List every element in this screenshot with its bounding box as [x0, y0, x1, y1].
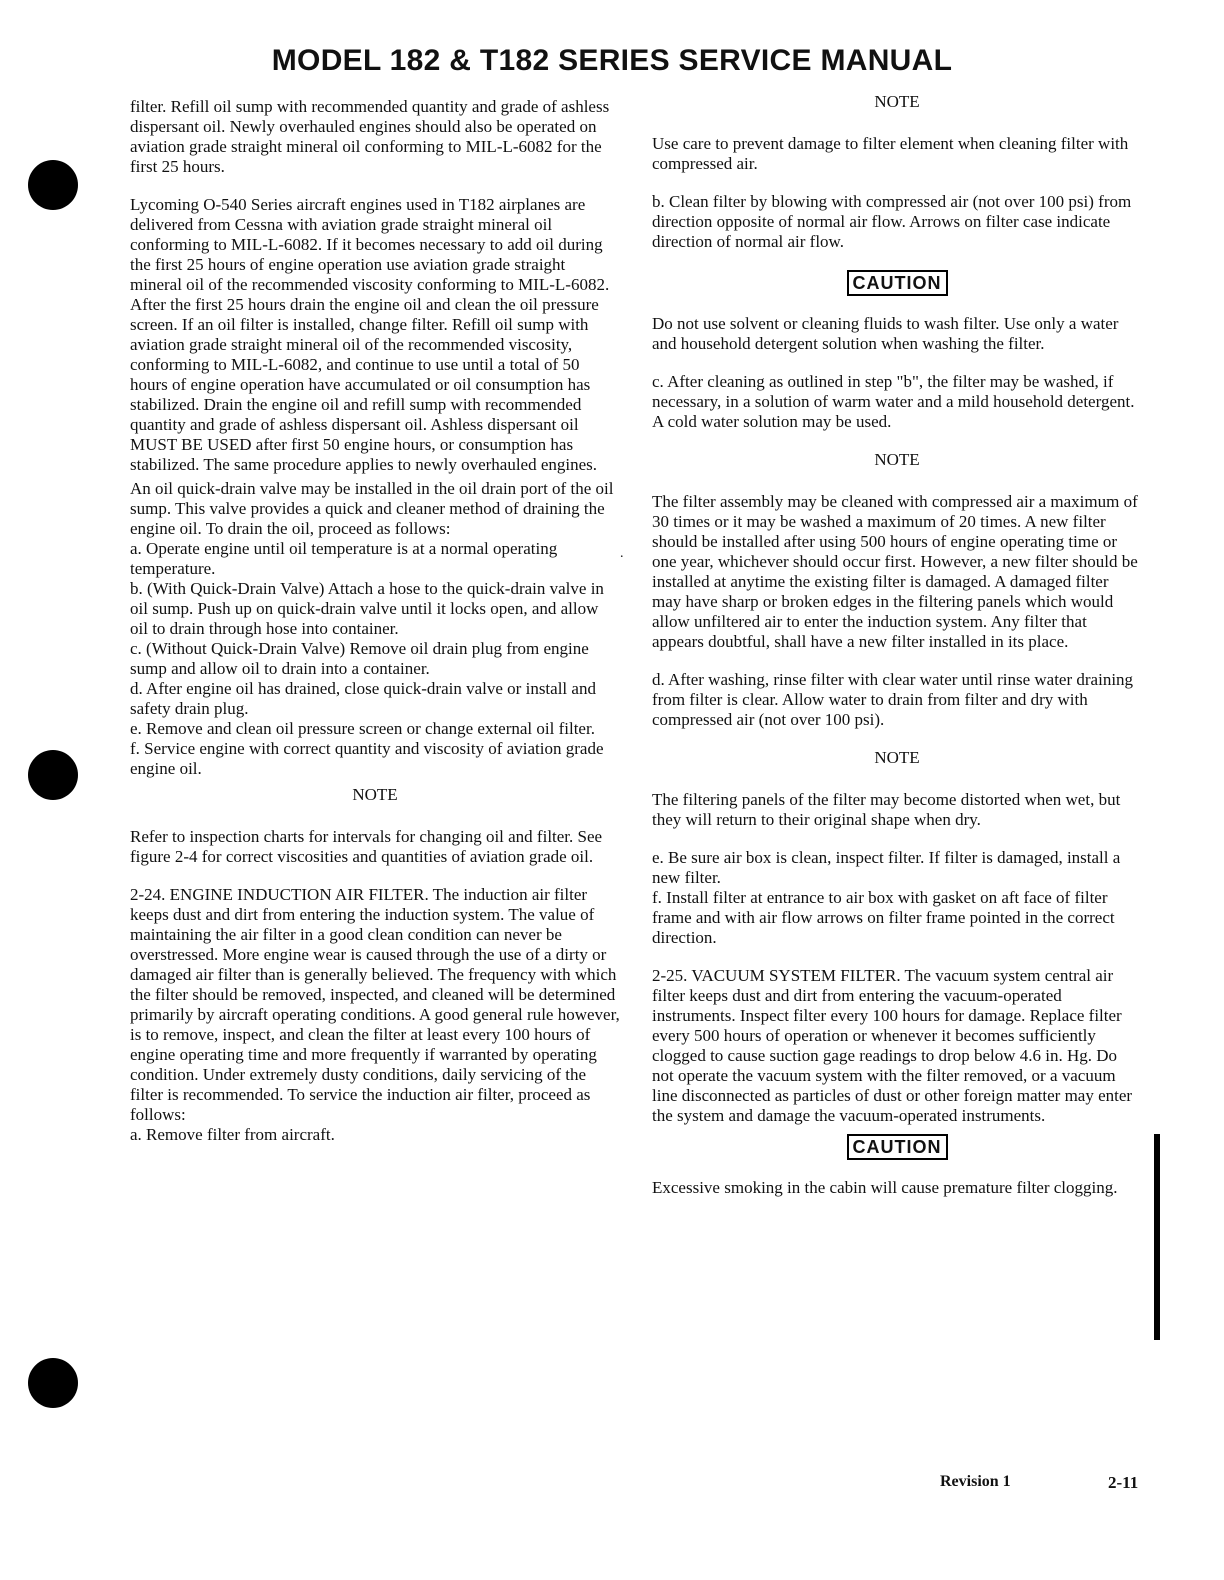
filter-step-d: d. After washing, rinse filter with clear water until rinse water draining from filter is clear. Allow water to drain from filter and dry with compressed air (not over 100 psi). [652, 670, 1134, 729]
filter-step-f: f. Install filter at entrance to air box with gasket on aft face of filter frame and with air flow arrows on filter frame pointed in the correct direction. [652, 888, 1115, 947]
drain-step-c: c. (Without Quick-Drain Valve) Remove oil drain plug from engine sump and allow oil to drain into a container. [130, 639, 589, 678]
note-text: Refer to inspection charts for intervals for changing oil and filter. See figure 2-4 for correct viscosities and quantities of aviation grade oil. [130, 827, 603, 866]
filter-step-c: c. After cleaning as outlined in step "b", the filter may be washed, if necessary, in a solution of warm water and a mild household detergent. A cold water solution may be used. [652, 372, 1135, 431]
drain-step-d: d. After engine oil has drained, close quick-drain valve or install and safety drain plug. [130, 679, 596, 718]
drain-step-b: b. (With Quick-Drain Valve) Attach a hose to the quick-drain valve in oil sump. Push up on quick-drain valve until it locks open, and allow oil to drain through hose into container. [130, 579, 604, 638]
right-column [652, 92, 1142, 1198]
left-column [130, 97, 620, 1145]
vacuum-filter-paragraph: 2-25. VACUUM SYSTEM FILTER. The vacuum system central air filter keeps dust and dirt from entering the vacuum-operated instruments. Inspect filter every 100 hours for damage. Replace filter every 500 hours of operation or whenever it becomes sufficiently clogged to cause suction gage readings to drop below 4.6 in. Hg. Do not operate the vacuum system with the filter removed, or a vacuum line disconnected as particles of dust or other foreign matter may enter the system and damage the vacuum-operated instruments. [652, 966, 1133, 1125]
note-text: The filter assembly may be cleaned with compressed air a maximum of 30 times or it may be washed a maximum of 20 times. A new filter should be installed after using 500 hours of engine operating time or one year, whichever should occur first. However, a new filter should be installed at anytime the existing filter is damaged. A damaged filter may have sharp or broken edges in the filtering panels which would allow unfiltered air to enter the induction system. Any filter that appears doubtful, shall have a new filter installed in its place. [652, 492, 1138, 651]
stray-mark: . [620, 546, 624, 561]
binder-hole-bottom [28, 1358, 78, 1408]
page-title: MODEL 182 & T182 SERIES SERVICE MANUAL [271, 44, 953, 77]
binder-hole-top [28, 160, 78, 210]
revision-change-bar [1154, 1134, 1160, 1340]
caution-label: CAUTION [847, 1134, 948, 1160]
revision-label: Revision 1 [940, 1473, 1011, 1490]
caution-label: CAUTION [847, 270, 948, 296]
oil-paragraph-1: filter. Refill oil sump with recommended quantity and grade of ashless dispersant oil. Newly overhauled engines should also be operated on aviation grade straight mineral oil conforming to MIL-L-6082 for the first 25 hours. [130, 97, 610, 176]
induction-step-a: a. Remove filter from aircraft. [130, 1125, 335, 1144]
lycoming-paragraph: Lycoming O-540 Series aircraft engines used in T182 airplanes are delivered from Cessna with aviation grade straight mineral oil conforming to MIL-L-6082. If it becomes necessary to add oil during the first 25 hours of engine operation use aviation grade straight mineral oil of the recommended viscosity conforming to MIL-L-6082. After the first 25 hours drain the engine oil and clean the oil pressure screen. If an oil filter is installed, change filter. Refill oil sump with aviation grade straight mineral oil of the recommended viscosity, conforming to MIL-L-6082, and continue to use until a total of 50 hours of engine operation have accumulated or oil consumption has stabilized. Drain the engine oil and refill sump with recommended quantity and grade of ashless dispersant oil. Ashless dispersant oil MUST BE USED after first 50 engine hours, or consumption has stabilized. The same procedure applies to newly overhauled engines. [130, 195, 610, 474]
note-heading: NOTE [874, 92, 920, 111]
binder-hole-middle [28, 750, 78, 800]
quick-drain-paragraph: An oil quick-drain valve may be installed in the oil drain port of the oil sump. This valve provides a quick and cleaner method of draining the engine oil. To drain the oil, proceed as follows: [130, 479, 614, 538]
drain-step-f: f. Service engine with correct quantity and viscosity of aviation grade engine oil. [130, 739, 604, 778]
note-heading: NOTE [352, 785, 398, 804]
filter-step-e: e. Be sure air box is clean, inspect filter. If filter is damaged, install a new filter. [652, 848, 1121, 887]
filter-step-b: b. Clean filter by blowing with compressed air (not over 100 psi) from direction opposite of normal air flow. Arrows on filter case indicate direction of normal air flow. [652, 192, 1132, 251]
page-number: 2-11 [1108, 1473, 1139, 1492]
caution-text: Do not use solvent or cleaning fluids to wash filter. Use only a water and household detergent solution when washing the filter. [652, 314, 1119, 353]
note-heading: NOTE [874, 450, 920, 469]
note-text: Use care to prevent damage to filter element when cleaning filter with compressed air. [652, 134, 1129, 173]
caution-text: Excessive smoking in the cabin will cause premature filter clogging. [652, 1178, 1118, 1197]
induction-filter-paragraph: 2-24. ENGINE INDUCTION AIR FILTER. The induction air filter keeps dust and dirt from entering the induction system. The value of maintaining the air filter in a good clean condition can never be overstressed. More engine wear is caused through the use of a dirty or damaged air filter than is generally believed. The frequency with which the filter should be removed, inspected, and cleaned will be determined primarily by aircraft operating conditions. A good general rule however, is to remove, inspect, and clean the filter at least every 100 hours of engine operating time and more frequently if warranted by operating condition. Under extremely dusty conditions, daily servicing of the filter is recommended. To service the induction air filter, proceed as follows: [130, 885, 620, 1124]
drain-step-a: a. Operate engine until oil temperature is at a normal operating temperature. [130, 539, 558, 578]
drain-step-e: e. Remove and clean oil pressure screen or change external oil filter. [130, 719, 595, 738]
note-text: The filtering panels of the filter may become distorted when wet, but they will return to their original shape when dry. [652, 790, 1121, 829]
note-heading: NOTE [874, 748, 920, 767]
